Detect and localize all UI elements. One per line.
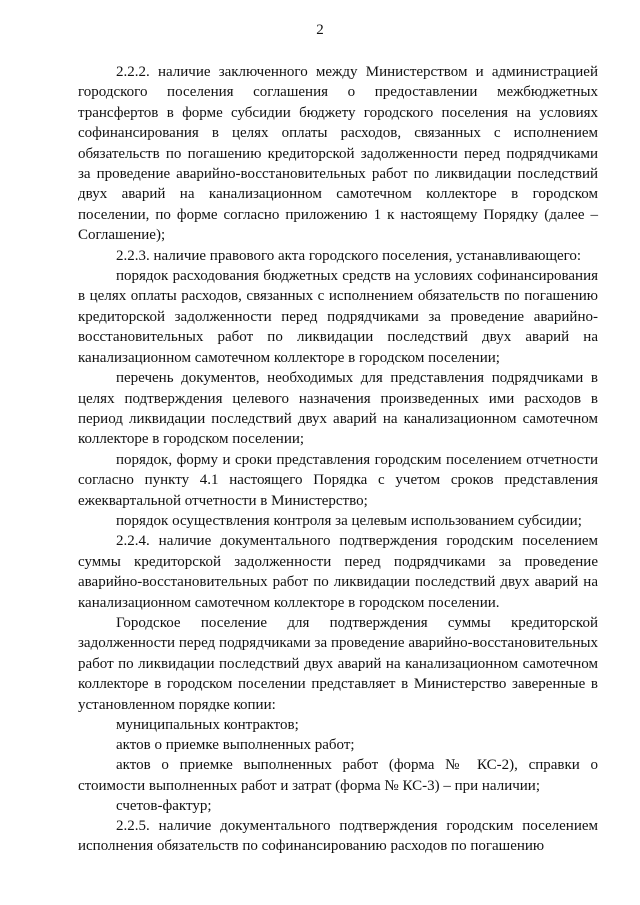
list-item-acceptance-acts: актов о приемке выполненных работ; xyxy=(116,737,355,754)
paragraph-copies-intro: Городское поселение для подтверждения суммы кредиторской задолженности перед подрядчиками за проведение аварийно-восстановительных работ по ликвидации последствий двух аварий на канализационном самотечном коллекторе в городском поселении представляет в Министерство заверенные в установленном порядке копии: xyxy=(78,614,598,713)
paragraph-documents-list: перечень документов, необходимых для представления подрядчиками в целях подтверждения целевого назначения произведенных ими расходов в период ликвидации последствий двух аварий на канализационном самотечном коллекторе в городском поселении; xyxy=(78,370,598,448)
paragraph-2-2-2: 2.2.2. наличие заключенного между Министерством и администрацией городского поселения соглашения о предоставлении межбюджетных трансфертов в форме субсидии бюджету городского поселения на условиях софинансирования в целях оплаты расходов, связанных с исполнением обязательств по погашению кредиторской задолженности перед подрядчиками за проведение аварийно-восстановительных работ по ликвидации последствий двух аварий на канализационном самотечном коллекторе в городском поселении, по форме согласно приложению 1 к настоящему Порядку (далее – Соглашение); xyxy=(78,64,598,244)
paragraph-reporting-procedure: порядок, форму и сроки представления городским поселением отчетности согласно пункту 4.1 настоящего Порядка с учетом сроков представления ежеквартальной отчетности в Министерство; xyxy=(78,451,598,509)
list-item-invoices: счетов-фактур; xyxy=(116,797,212,814)
paragraph-control-procedure: порядок осуществления контроля за целевым использованием субсидии; xyxy=(116,512,582,529)
list-item-municipal-contracts: муниципальных контрактов; xyxy=(116,717,299,733)
list-item-ks-forms: актов о приемке выполненных работ (форма № КС-2), справки о стоимости выполненных работ и затрат (форма № КС-3) – при наличии; xyxy=(78,757,598,794)
document-body xyxy=(78,62,598,857)
page-number: 2 xyxy=(316,22,324,38)
paragraph-2-2-4: 2.2.4. наличие документального подтверждения городским поселением суммы кредиторской задолженности перед подрядчиками за проведение аварийно-восстановительных работ по ликвидации последствий двух аварий на канализационном самотечном коллекторе в городском поселении. xyxy=(78,533,598,611)
paragraph-2-2-3: 2.2.3. наличие правового акта городского поселения, устанавливающего: xyxy=(116,247,582,264)
paragraph-2-2-5: 2.2.5. наличие документального подтверждения городским поселением исполнения обязательств по софинансированию расходов по погашению xyxy=(78,818,598,855)
paragraph-spending-procedure: порядок расходования бюджетных средств на условиях софинансирования в целях оплаты расходов, связанных с исполнением обязательств по погашению кредиторской задолженности перед подрядчиками за проведение аварийно-восстановительных работ по ликвидации последствий двух аварий на канализационном самотечном коллекторе в городском поселении; xyxy=(78,268,598,366)
